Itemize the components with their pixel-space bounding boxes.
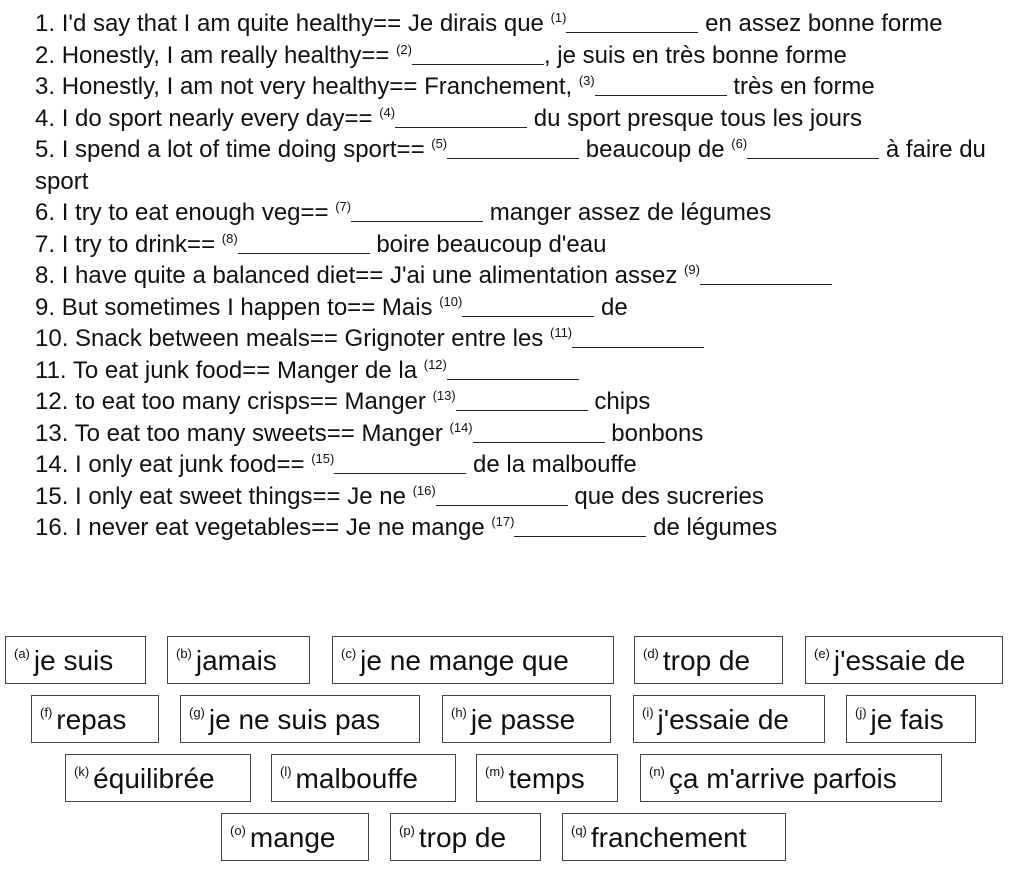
question-number: 3.: [35, 73, 56, 100]
question-number: 16.: [35, 514, 69, 541]
question-number: 10.: [35, 325, 69, 352]
blank-number: (2): [396, 41, 412, 57]
question-number: 9.: [35, 293, 56, 321]
chip-letter: (g): [189, 705, 205, 720]
question-text: I never eat vegetables== Je ne mange: [75, 514, 492, 541]
question-text-after: de légumes: [646, 514, 778, 541]
question-text: I'd say that I am quite healthy== Je dirais que: [61, 10, 551, 37]
chip-text: je fais: [870, 704, 944, 735]
question-text: I try to drink==: [61, 230, 222, 258]
question-number: 7.: [35, 230, 56, 258]
question-number: 12.: [35, 388, 69, 415]
question-text-after: , je suis en très bonne forme: [543, 41, 847, 69]
blank-number: (4): [379, 104, 396, 120]
word-chip[interactable]: [805, 636, 1003, 684]
question-number: 2.: [35, 41, 56, 69]
blank-number: (12): [423, 356, 447, 372]
word-chip[interactable]: [846, 695, 976, 743]
question-text: I do sport nearly every day==: [61, 104, 380, 132]
question-text: But sometimes I happen to== Mais: [61, 293, 440, 321]
word-chip[interactable]: [271, 754, 456, 802]
chip-letter: (q): [571, 823, 587, 838]
word-bank-row: [0, 754, 1015, 804]
chip-text: ça m'arrive parfois: [668, 763, 897, 794]
word-chip[interactable]: [390, 813, 541, 861]
question-number: 4.: [35, 104, 56, 132]
word-chip[interactable]: [5, 636, 146, 684]
question-number: 15.: [35, 482, 69, 510]
question-text: Honestly, I am really healthy==: [61, 41, 397, 69]
chip-text: franchement: [590, 822, 747, 853]
question-text: To eat junk food== Manger de la: [72, 356, 424, 384]
question-text-after: à faire du sport: [35, 136, 986, 195]
chip-letter: (c): [341, 646, 357, 661]
chip-text: j'essaie de: [657, 704, 789, 735]
chip-letter: (b): [176, 646, 192, 661]
question-text-after: de la malbouffe: [466, 451, 637, 478]
chip-text: trop de: [418, 822, 507, 853]
chip-text: j'essaie de: [833, 645, 966, 676]
question-text: I spend a lot of time doing sport==: [61, 136, 432, 163]
question-text-after: bonbons: [604, 419, 704, 447]
word-chip[interactable]: [167, 636, 310, 684]
question-number: 14.: [35, 451, 69, 478]
question-text-after: boire beaucoup d'eau: [369, 230, 607, 258]
blank-number: (10): [439, 293, 463, 309]
word-chip[interactable]: [332, 636, 614, 684]
word-chip[interactable]: [31, 695, 159, 743]
chip-text: je passe: [470, 704, 576, 735]
question-text-after: que des sucreries: [567, 482, 764, 510]
chip-text: équilibrée: [93, 763, 215, 794]
question-number: 8.: [35, 262, 56, 289]
blank-number: (15): [311, 451, 335, 466]
word-chip[interactable]: [562, 813, 786, 861]
blank-number: (11): [549, 325, 573, 340]
word-chip[interactable]: [180, 695, 420, 743]
blank-number: (9): [684, 262, 700, 277]
question-number: 6.: [35, 199, 56, 226]
chip-letter: (h): [451, 705, 467, 720]
word-chip[interactable]: [221, 813, 369, 861]
blank-number: (14): [449, 419, 473, 435]
word-chip[interactable]: [640, 754, 942, 802]
blank-number: (13): [432, 388, 456, 403]
chip-letter: (n): [649, 764, 665, 779]
question-text-after: très en forme: [726, 73, 875, 100]
chip-letter: (l): [280, 764, 292, 779]
question-text-after: du sport presque tous les jours: [527, 104, 862, 132]
blank-number: (7): [335, 199, 352, 214]
blank-number: (8): [221, 230, 238, 246]
blank-number: (6): [731, 136, 748, 151]
word-chip[interactable]: [633, 695, 825, 743]
question-number: 11.: [35, 356, 67, 384]
question-number: 1.: [35, 10, 56, 37]
question-text-after: chips: [587, 388, 651, 415]
chip-text: je ne mange que: [360, 645, 569, 676]
question-text-after: beaucoup de: [579, 136, 732, 163]
chip-text: trop de: [662, 645, 751, 676]
word-bank-row: [0, 695, 1015, 745]
question-text-after: manger assez de légumes: [483, 199, 772, 226]
chip-text: temps: [508, 763, 585, 794]
question-text: To eat too many sweets== Manger: [74, 419, 450, 447]
chip-text: repas: [56, 704, 127, 735]
question-text: I have quite a balanced diet== J'ai une alimentation assez: [61, 262, 685, 289]
chip-letter: (f): [40, 705, 53, 720]
chip-text: je ne suis pas: [208, 704, 381, 735]
chip-letter: (p): [399, 823, 415, 838]
word-bank-row: [0, 636, 1015, 686]
chip-letter: (o): [230, 823, 246, 838]
word-chip[interactable]: [65, 754, 251, 802]
blank-number: (16): [412, 482, 436, 498]
blank-number: (1): [550, 10, 567, 25]
chip-letter: (j): [855, 705, 867, 720]
question-text: Honestly, I am not very healthy== Franchement,: [61, 73, 579, 100]
question-text: I only eat sweet things== Je ne: [75, 482, 413, 510]
chip-letter: (i): [642, 705, 654, 720]
question-text: Snack between meals== Grignoter entre les: [75, 325, 550, 352]
question-text: I try to eat enough veg==: [61, 199, 336, 226]
question-text: to eat too many crisps== Manger: [75, 388, 433, 415]
blank-number: (17): [491, 514, 515, 529]
question-number: 13.: [35, 419, 69, 447]
chip-letter: (d): [643, 646, 659, 661]
chip-letter: (a): [14, 646, 30, 661]
blank-number: (5): [431, 136, 448, 151]
word-bank-row: [0, 813, 1015, 863]
word-chip[interactable]: [634, 636, 783, 684]
chip-text: malbouffe: [295, 763, 419, 794]
chip-letter: (m): [485, 764, 505, 779]
chip-letter: (e): [814, 646, 830, 661]
word-chip[interactable]: [442, 695, 611, 743]
word-chip[interactable]: [476, 754, 618, 802]
chip-text: mange: [249, 822, 336, 853]
chip-text: jamais: [195, 645, 277, 676]
question-text-after: de: [594, 293, 628, 321]
question-number: 5.: [35, 136, 56, 163]
chip-letter: (k): [74, 764, 90, 779]
chip-text: je suis: [33, 645, 114, 676]
blank-number: (3): [578, 73, 595, 88]
question-text-after: en assez bonne forme: [698, 10, 943, 37]
question-text: I only eat junk food==: [75, 451, 312, 478]
